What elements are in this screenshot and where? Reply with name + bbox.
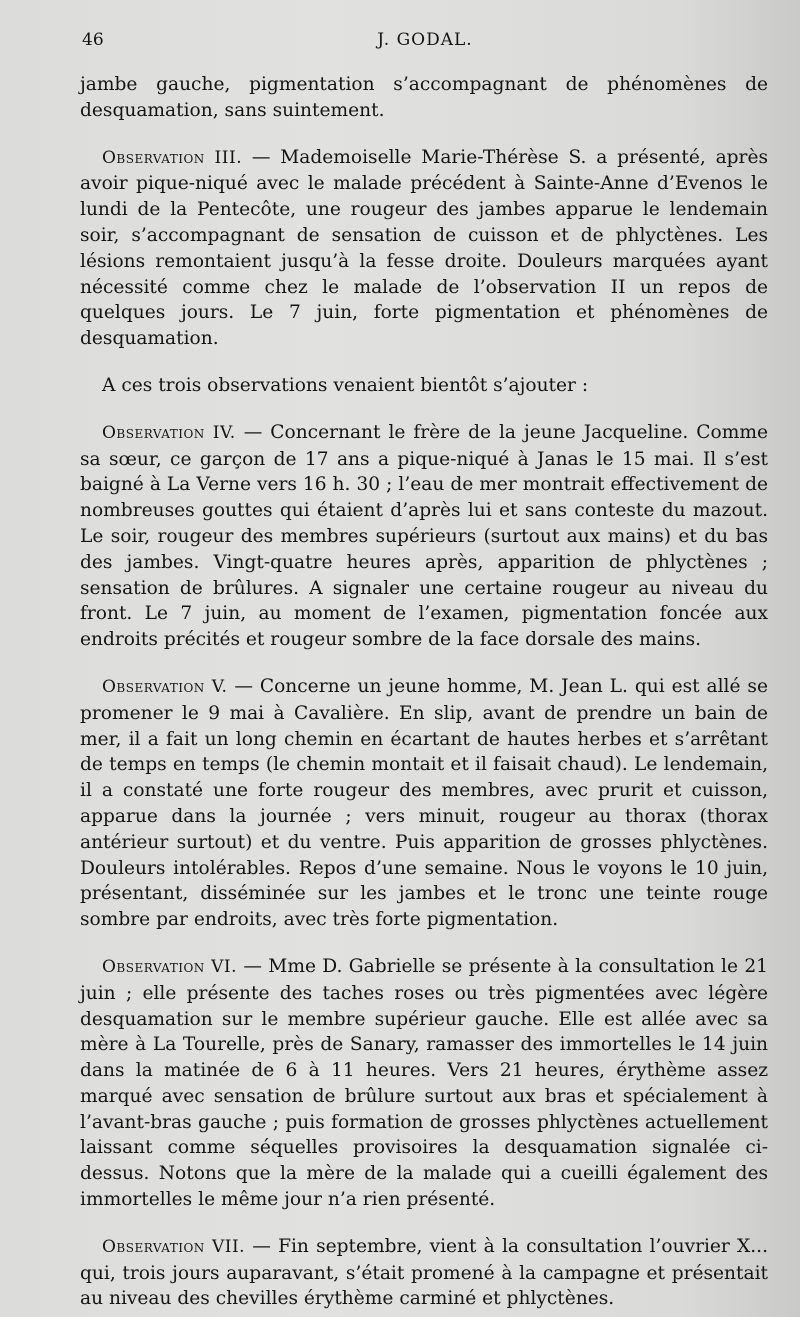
- observation-7-paragraph: [80, 1234, 768, 1312]
- intro-paragraph: A ces trois observations venaient bientôt s’ajouter :: [102, 374, 589, 396]
- observation-6-paragraph: [80, 954, 768, 1213]
- continuation-paragraph: jambe gauche, pigmentation s’accompagnant de phénomènes de desquamation, sans suintement.: [80, 74, 768, 121]
- body-text: [80, 72, 768, 1312]
- observation-label: Observation VI.: [102, 956, 238, 977]
- page-header: [82, 30, 768, 56]
- observation-text: — Fin septembre, vient à la consultation l’ouvrier X... qui, trois jours auparavant, s’était promené à la campagne et présentait au niveau des chevilles érythème carminé et phlyctènes.: [80, 1235, 768, 1310]
- observation-text: — Concernant le frère de la jeune Jacqueline. Comme sa sœur, ce garçon de 17 ans a pique-niqué à Janas le 15 mai. Il s’est baigné à La Verne vers 16 h. 30 ; l’eau de mer montrait effectivement de nombreuses gouttes qui étaient d’après lui et sans conteste du mazout. Le soir, rougeur des membres supérieurs (surtout aux mains) et du bas des jambes. Vingt-quatre heures après, apparition de phlyctènes ; sensation de brûlures. A signaler une certaine rougeur au niveau du front. Le 7 juin, au moment de l’examen, pigmentation foncée aux endroits précités et rougeur sombre de la face dorsale des mains.: [80, 421, 768, 651]
- observation-text: — Mme D. Gabrielle se présente à la consultation le 21 juin ; elle présente des taches roses ou très pigmentées avec légère desquamation sur le membre supérieur gauche. Elle est allée avec sa mère à La Tourelle, près de Sanary, ramasser des immortelles le 14 juin dans la matinée de 6 à 11 heures. Vers 21 heures, érythème assez marqué avec sensation de brûlure surtout aux bras et spécialement à l’avant-bras gauche ; puis formation de grosses phlyctènes actuellement laissant comme séquelles provisoires la desquamation signalée ci-dessus. Notons que la mère de la malade qui a cueilli également des immortelles le même jour n’a rien présenté.: [80, 955, 768, 1211]
- observation-4-paragraph: [80, 420, 768, 653]
- running-title: J. GODAL.: [377, 30, 473, 50]
- observation-5-paragraph: [80, 674, 768, 933]
- observation-text: — Mademoiselle Marie-Thérèse S. a présenté, après avoir pique-niqué avec le malade précédent à Sainte-Anne d’Evenos le lundi de la Pentecôte, une rougeur des jambes apparue le lendemain soir, s’accompagnant de sensation de cuisson et de phlyctènes. Les lésions remontaient jusqu’à la fesse droite. Douleurs marquées ayant nécessité comme chez le malade de l’observation II un repos de quelques jours. Le 7 juin, forte pigmentation et phénomènes de desquamation.: [80, 146, 768, 350]
- observation-label: Observation V.: [102, 676, 228, 697]
- observation-label: Observation III.: [102, 147, 243, 168]
- observation-text: — Concerne un jeune homme, M. Jean L. qui est allé se promener le 9 mai à Cavalière. En slip, avant de prendre un bain de mer, il a fait un long chemin en écartant de hautes herbes et s’arrêtant de temps en temps (le chemin montait et il faisait chaud). Le lendemain, il a constaté une forte rougeur des membres, avec prurit et cuisson, apparue dans la journée ; vers minuit, rougeur au thorax (thorax antérieur surtout) et du ventre. Puis apparition de grosses phlyctènes. Douleurs intolérables. Repos d’une semaine. Nous le voyons le 10 juin, présentant, disséminée sur les jambes et le tronc une teinte rouge sombre par endroits, avec très forte pigmentation.: [80, 675, 768, 931]
- observation-label: Observation VII.: [102, 1236, 246, 1257]
- observation-3-paragraph: [80, 145, 768, 352]
- page-number: 46: [82, 30, 104, 50]
- observation-label: Observation IV.: [102, 422, 236, 443]
